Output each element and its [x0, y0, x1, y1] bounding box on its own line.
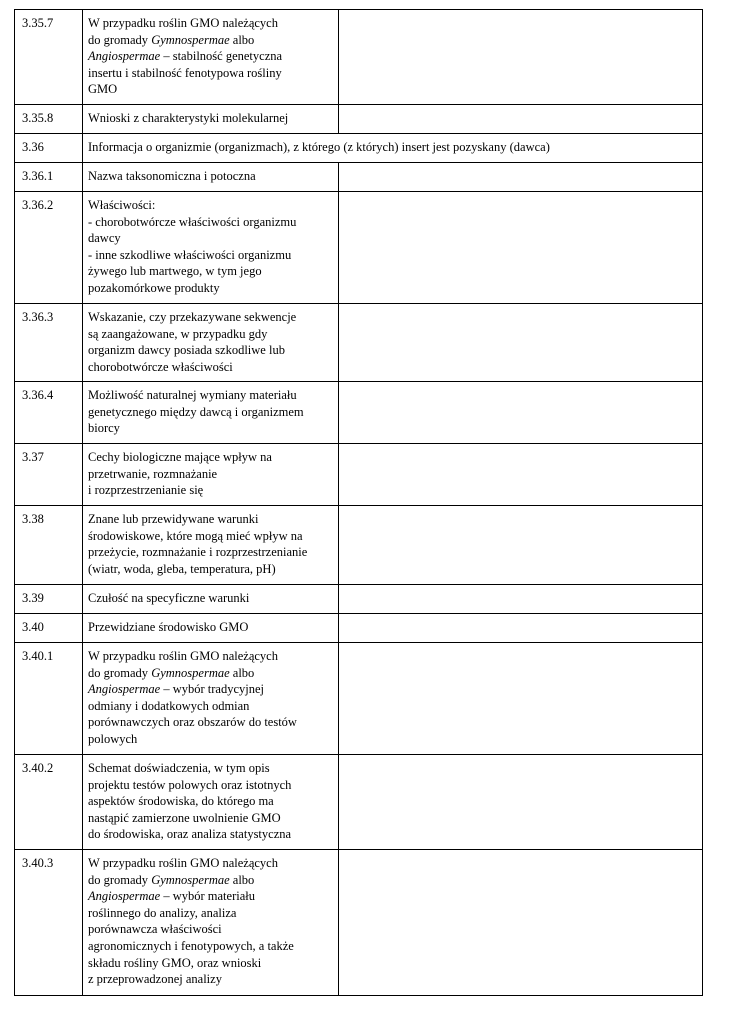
label-text: Wnioski z charakterystyki molekularnej [88, 111, 289, 125]
section-label [83, 643, 339, 755]
table-row [15, 506, 703, 585]
section-number: 3.35.8 [15, 105, 83, 134]
table-row [15, 643, 703, 755]
section-number: 3.40.2 [15, 755, 83, 850]
section-label [83, 163, 339, 192]
label-text: – stabilność genetyczna insertu i stabilność fenotypowa rośliny GMO [88, 49, 283, 97]
section-label [83, 134, 703, 163]
label-italic-term: Gymnospermae [151, 872, 230, 887]
label-text: albo [232, 665, 255, 680]
section-label [83, 614, 339, 643]
section-number: 3.38 [15, 506, 83, 585]
label-text: Właściwości: - chorobotwórcze właściwości organizmu dawcy - inne szkodliwe właściwości organizmu żywego lub martwego, w tym jego pozakomórkowe produkty [88, 198, 297, 295]
table-body [15, 10, 703, 996]
answer-cell[interactable] [339, 382, 703, 444]
label-italic-term: Gymnospermae [151, 665, 230, 680]
table-row [15, 585, 703, 614]
label-text: W przypadku roślin GMO należących do gromady [88, 649, 278, 680]
section-label [83, 755, 339, 850]
answer-cell[interactable] [339, 192, 703, 304]
table-row [15, 134, 703, 163]
table-row [15, 850, 703, 996]
label-text: Nazwa taksonomiczna i potoczna [88, 169, 256, 183]
answer-cell[interactable] [339, 755, 703, 850]
document-page [14, 9, 702, 996]
label-text: Możliwość naturalnej wymiany materiału genetycznego między dawcą i organizmem biorcy [88, 388, 304, 436]
label-text: albo [232, 872, 255, 887]
label-text: Schemat doświadczenia, w tym opis projektu testów polowych oraz istotnych aspektów środowiska, do którego ma nastąpić zamierzone uwolnienie GMO do środowiska, oraz analiza statystyczna [88, 761, 292, 842]
label-text: Cechy biologiczne mające wpływ na przetrwanie, rozmnażanie i rozprzestrzenianie się [88, 450, 272, 498]
label-italic-term: Gymnospermae [151, 32, 230, 47]
table-row [15, 444, 703, 506]
section-label [83, 304, 339, 382]
label-text: Czułość na specyficzne warunki [88, 591, 250, 605]
answer-cell[interactable] [339, 163, 703, 192]
label-text: – wybór materiału roślinnego do analizy, analiza porównawcza właściwości agronomicznych i fenotypowych, a także składu rośliny GMO, oraz wnioski z przeprowadzonej analizy [88, 889, 294, 987]
answer-cell[interactable] [339, 585, 703, 614]
label-text: W przypadku roślin GMO należących do gromady [88, 856, 278, 887]
section-number: 3.37 [15, 444, 83, 506]
section-label [83, 382, 339, 444]
section-label [83, 506, 339, 585]
table-row [15, 755, 703, 850]
section-number: 3.36.4 [15, 382, 83, 444]
section-number: 3.39 [15, 585, 83, 614]
label-italic-term: Angiospermae [88, 49, 161, 64]
label-text: Przewidziane środowisko GMO [88, 620, 249, 634]
label-italic-term: Angiospermae [88, 682, 161, 697]
form-table [14, 9, 703, 996]
answer-cell[interactable] [339, 643, 703, 755]
section-label [83, 850, 339, 996]
section-number: 3.36.2 [15, 192, 83, 304]
section-number: 3.36.1 [15, 163, 83, 192]
label-italic-term: Angiospermae [88, 889, 161, 904]
label-text: W przypadku roślin GMO należących do gromady [88, 16, 278, 47]
answer-cell[interactable] [339, 444, 703, 506]
section-number: 3.40.1 [15, 643, 83, 755]
table-row [15, 304, 703, 382]
answer-cell[interactable] [339, 506, 703, 585]
section-label [83, 444, 339, 506]
answer-cell[interactable] [339, 850, 703, 996]
label-text: – wybór tradycyjnej odmiany i dodatkowych odmian porównawczych oraz obszarów do testów polowych [88, 682, 297, 746]
section-label [83, 10, 339, 105]
section-number: 3.40 [15, 614, 83, 643]
section-label [83, 192, 339, 304]
label-text: Znane lub przewidywane warunki środowiskowe, które mogą mieć wpływ na przeżycie, rozmnażanie i rozprzestrzenianie (wiatr, woda, gleba, temperatura, pH) [88, 512, 308, 576]
table-row [15, 382, 703, 444]
answer-cell[interactable] [339, 304, 703, 382]
table-row [15, 614, 703, 643]
section-number: 3.35.7 [15, 10, 83, 105]
label-text: Informacja o organizmie (organizmach), z którego (z których) insert jest pozyskany (dawca) [88, 140, 550, 154]
table-row [15, 10, 703, 105]
label-text: Wskazanie, czy przekazywane sekwencje są zaangażowane, w przypadku gdy organizm dawcy posiada szkodliwe lub chorobotwórcze właściwości [88, 310, 297, 374]
table-row [15, 105, 703, 134]
label-text: albo [232, 32, 255, 47]
section-label [83, 585, 339, 614]
section-label [83, 105, 339, 134]
section-number: 3.36.3 [15, 304, 83, 382]
answer-cell[interactable] [339, 105, 703, 134]
answer-cell[interactable] [339, 10, 703, 105]
table-row [15, 192, 703, 304]
section-number: 3.36 [15, 134, 83, 163]
answer-cell[interactable] [339, 614, 703, 643]
section-number: 3.40.3 [15, 850, 83, 996]
table-row [15, 163, 703, 192]
